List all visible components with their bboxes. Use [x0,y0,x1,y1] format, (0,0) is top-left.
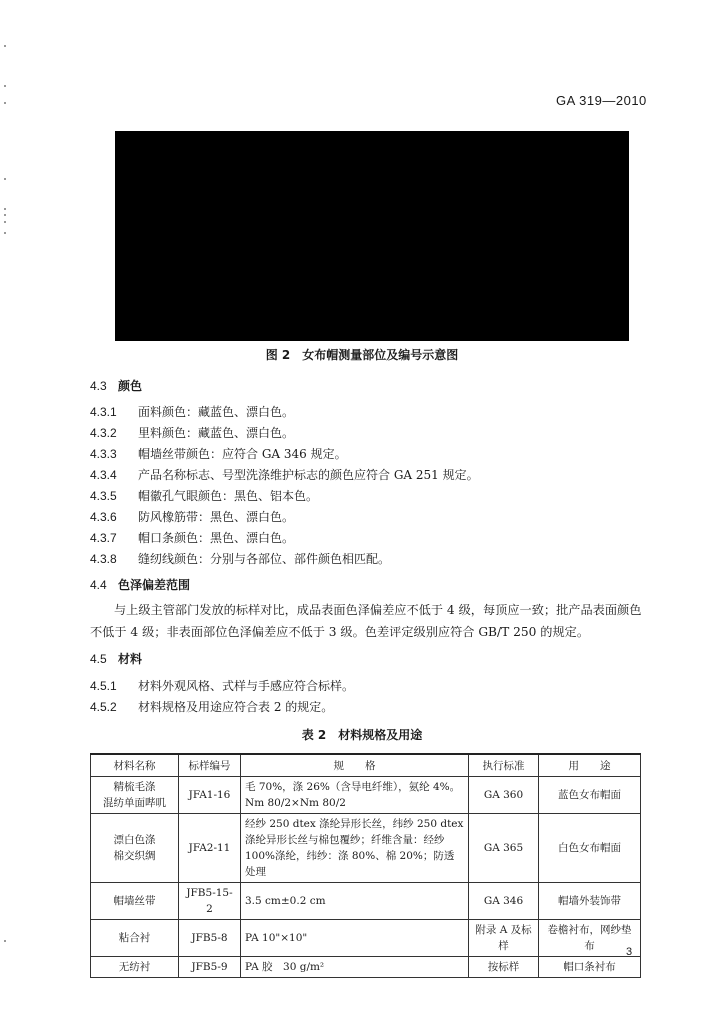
list-item [90,550,390,567]
section-title: 材料 [118,652,143,666]
sample-code-cell: JFB5-9 [179,957,241,978]
cell-line: 精梳毛涤 [113,781,156,793]
spec-cell: 3.5 cm±0.2 cm [241,883,469,920]
material-name-cell: 无纺衬 [91,957,179,978]
item-text: 帽墙丝带颜色：应符合 GA 346 规定。 [138,447,347,461]
section-heading-4-4 [90,576,190,593]
table-row [91,957,641,978]
standard-cell: GA 360 [469,777,539,814]
section-number: 4.5 [90,652,107,666]
list-item [90,424,294,441]
column-header: 材料名称 [91,754,179,777]
use-cell: 帽墙外装饰带 [539,883,641,920]
use-cell: 帽口条衬布 [539,957,641,978]
cell-line: 棉交织绸 [113,850,156,862]
item-text: 里料颜色：藏蓝色、漂白色。 [138,426,295,440]
list-item [90,698,333,715]
spec-cell [241,777,469,814]
cell-line: 100%涤纶，纬纱：涤 80%、棉 20%；防透处理 [245,850,455,878]
table-header-row [91,754,641,777]
item-text: 帽徽孔气眼颜色：黑色、铝本色。 [138,489,319,503]
list-item [90,445,347,462]
list-item [90,529,294,546]
table-row [91,883,641,920]
cell-line: 经纱 250 dtex 涤纶异形长丝，纬纱 250 dtex [245,818,464,830]
item-number: 4.5.2 [90,700,117,714]
table-caption: 表 2 材料规格及用途 [301,728,423,742]
spec-cell: PA 胶 30 g/m² [241,957,469,978]
section-title: 色泽偏差范围 [118,578,191,592]
column-header: 执行标准 [469,754,539,777]
list-item [90,403,294,420]
figure-caption: 图 2 女布帽测量部位及编号示意图 [265,348,459,362]
sample-code-cell: JFA2-11 [179,814,241,883]
item-text: 防风橡筋带：黑色、漂白色。 [138,510,295,524]
sample-code-cell: JFB5-8 [179,920,241,957]
item-number: 4.5.1 [90,679,117,693]
section-title: 颜色 [118,379,143,393]
column-header: 标样编号 [179,754,241,777]
item-text: 帽口条颜色：黑色、漂白色。 [138,531,295,545]
item-number: 4.3.3 [90,447,117,461]
sample-code-cell: JFA1-16 [179,777,241,814]
standard-cell: 附录 A 及标样 [469,920,539,957]
spec-cell [241,814,469,883]
standard-cell: GA 365 [469,814,539,883]
material-name-cell: 粘合衬 [91,920,179,957]
item-number: 4.3.5 [90,489,117,503]
page-number: 3 [626,946,633,958]
table-row [91,814,641,883]
item-text: 产品名称标志、号型洗涤维护标志的颜色应符合 GA 251 规定。 [138,468,479,482]
cell-line: 毛 70%，涤 26%（含导电纤维），氨纶 4%。 [245,781,461,793]
item-number: 4.3.4 [90,468,117,482]
item-text: 面料颜色：藏蓝色、漂白色。 [138,405,295,419]
use-cell: 卷檐衬布，网纱垫布 [539,920,641,957]
paragraph-line: 与上级主管部门发放的标样对比，成品表面色泽偏差应不低于 4 级，每顶应一致；批产品表面颜色 [114,603,642,617]
cell-line: 混纺单面哔叽 [103,797,166,809]
item-number: 4.3.8 [90,552,117,566]
section-number: 4.3 [90,379,107,393]
standard-code: GA 319—2010 [556,93,647,108]
use-cell: 蓝色女布帽面 [539,777,641,814]
section-heading-4-3 [90,377,142,394]
item-text: 缝纫线颜色：分别与各部位、部件颜色相匹配。 [138,552,391,566]
paragraph-line: 不低于 4 级；非表面部位色泽偏差应不低于 3 级。色差评定级别应符合 GB/T 250 的规定。 [90,625,590,639]
use-cell: 白色女布帽面 [539,814,641,883]
item-number: 4.3.1 [90,405,117,419]
cell-line: 漂白色涤 [113,834,156,846]
column-header: 用 途 [539,754,641,777]
list-item [90,466,479,483]
sample-code-cell: JFB5-15-2 [179,883,241,920]
table-row [91,920,641,957]
column-header: 规 格 [241,754,469,777]
item-text: 材料规格及用途应符合表 2 的规定。 [138,700,334,714]
list-item [90,508,294,525]
list-item [90,677,354,694]
item-number: 4.3.6 [90,510,117,524]
cell-line: 涤纶异形长丝与棉包覆纱；纤维含量：经纱 [245,834,445,846]
item-number: 4.3.2 [90,426,117,440]
section-heading-4-5 [90,650,142,667]
list-item [90,487,318,504]
cell-line: Nm 80/2×Nm 80/2 [245,797,346,809]
table-row [91,777,641,814]
item-text: 材料外观风格、式样与手感应符合标样。 [138,679,355,693]
material-name-cell [91,814,179,883]
figure-image-redacted [115,131,629,341]
material-name-cell [91,777,179,814]
standard-cell: GA 346 [469,883,539,920]
section-number: 4.4 [90,578,107,592]
material-name-cell: 帽墙丝带 [91,883,179,920]
item-number: 4.3.7 [90,531,117,545]
standard-cell: 按标样 [469,957,539,978]
spec-cell: PA 10"×10" [241,920,469,957]
materials-table [90,753,641,978]
